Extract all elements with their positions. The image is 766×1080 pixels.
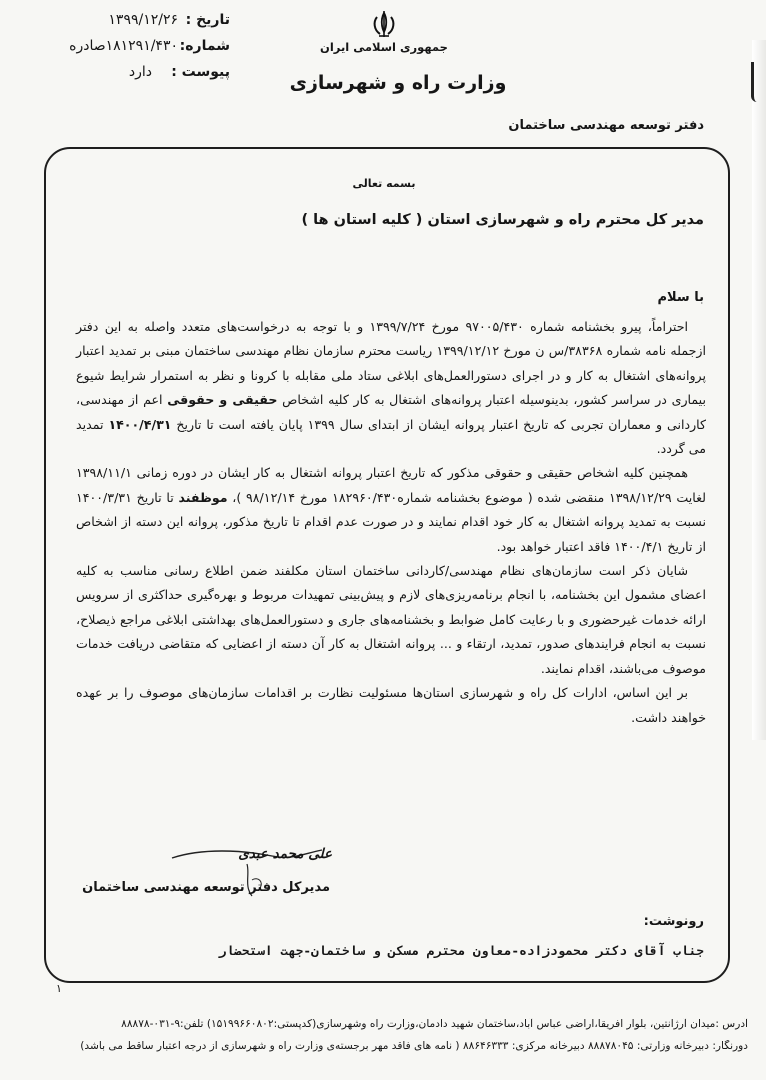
paragraph-2 bbox=[76, 461, 706, 559]
ministry-title: وزارت راه و شهرسازی bbox=[289, 72, 507, 94]
basmala: بسمه تعالی bbox=[352, 177, 416, 190]
paragraph-1-bold-a: حقیقی و حقوقی bbox=[167, 392, 278, 408]
date-label: تاریخ : bbox=[185, 12, 230, 28]
paragraph-1-bold-date: ۱۴۰۰/۴/۳۱ bbox=[108, 416, 172, 432]
iran-emblem-icon bbox=[370, 10, 398, 40]
page-edge bbox=[752, 40, 766, 740]
paragraph-1-e: تمدید می گردد. bbox=[76, 416, 706, 457]
date-row bbox=[30, 12, 230, 38]
government-title: جمهوری اسلامی ایران bbox=[320, 40, 448, 54]
page-edge-mark bbox=[751, 62, 764, 102]
office-title: دفتر توسعه مهندسی ساختمان bbox=[508, 118, 704, 133]
signature-block bbox=[152, 840, 332, 884]
paragraph-2-a: همچنین کلیه اشخاص حقیقی و حقوقی مذکور که تاریخ اعتبار پروانه اشتغال به کار ایشان در دوره زمانی ۱۳۹۸/۱۱/۱ لغایت ۱۳۹۸/۱۲/۲۹ منقضی شده ( موضوع بخشنامه شماره۱۸۲۹۶۰/۴۳۰ مورخ ۹۸/۱۲/۱۴ )، bbox=[76, 465, 706, 505]
attachment-label: پیوست : bbox=[171, 64, 230, 80]
paragraph-2-c: تا تاریخ ۱۴۰۰/۳/۳۱ نسبت به تمدید پروانه اشتغال به کار خود اقدام نمایند و در صورت عدم اقدام تا تاریخ مذکور، پروانه این دسته از اشخاص از تاریخ ۱۴۰۰/۴/۱ فاقد اعتبار خواهد بود. bbox=[76, 489, 706, 554]
number-row bbox=[30, 38, 230, 64]
paragraph-1-c: اعم از مهندسی، کاردانی و معماران تجربی که تاریخ اعتبار پروانه ایشان از ابتدای سال ۱۳۹۹ پایان یافته است تا تاریخ bbox=[76, 392, 706, 432]
paragraph-4: بر این اساس، ادارات کل راه و شهرسازی استان‌ها مسئولیت نظارت بر اقدامات سازمان‌های موصوف را بر عهده خواهند داشت. bbox=[76, 685, 706, 725]
attachment-value: دارد bbox=[128, 64, 152, 80]
greeting: با سلام bbox=[657, 290, 704, 305]
paragraph-2-bold: موظفند bbox=[178, 489, 228, 505]
signer-name: علی محمد عبدی bbox=[238, 846, 332, 862]
signer-title: مدیرکل دفتر توسعه مهندسی ساختمان bbox=[82, 880, 330, 895]
letter-meta bbox=[30, 12, 230, 90]
paragraph-1-a: احتراماً، پیرو بخشنامه شماره ۹۷۰۰۵/۴۳۰ مورخ ۱۳۹۹/۷/۲۴ و با توجه به درخواست‌های متعدد واصله به این دفتر ازجمله نامه شماره ۳۸۳۶۸/س ن مورخ ۱۳۹۹/۱۲/۱۲ ریاست محترم سازمان نظام مهندسی ساختمان مبنی بر تمدید اعتبار پروانه‌های اشتغال به کار و در اجرای دستورالعمل‌های ابلاغی ستاد ملی مقابله با کرونا و نظر به استمرار شرایط شیوع بیماری در سراسر کشور، بدینوسیله اعتبار پروانه‌های اشتغال به کار کلیه اشخاص bbox=[76, 319, 706, 408]
cc-recipient: جناب آقای دکتر محمودزاده-معاون محترم مسکن و ساختمان-جهت استحضار bbox=[218, 944, 704, 959]
date-value: ۱۳۹۹/۱۲/۲۶ bbox=[108, 12, 178, 28]
addressee: مدیر کل محترم راه و شهرسازی استان ( کلیه استان ها ) bbox=[301, 212, 704, 228]
number-label: شماره: bbox=[179, 38, 230, 54]
cc-label: رونوشت: bbox=[643, 914, 704, 929]
number-value: ۱۸۱۲۹۱/۴۳۰صادره bbox=[69, 38, 178, 54]
page-number: ۱ bbox=[56, 982, 62, 995]
paragraph-3: شایان ذکر است سازمان‌های نظام مهندسی/کاردانی ساختمان استان مکلفند ضمن اطلاع رسانی مناسب به کلیه اعضای مشمول این بخشنامه، با انجام برنامه‌ریزی‌های لازم و پیش‌بینی تمهیدات مربوط و بهره‌گیری حداکثری از سرویس ارائه خدمات غیرحضوری و با رعایت کامل ضوابط و بخشنامه‌های جاری و دستورالعمل‌های بهداشتی ابلاغی مراجع ذیصلاح، نسبت به انجام فرایندهای صدور، تمدید، ارتقاء و ... پروانه اشتغال به کار آن دسته از اعضایی که متقاضی دریافت خدمات موصوف می‌باشند، اقدام نمایند. bbox=[76, 563, 706, 676]
footer-fax: دورنگار: دبیرخانه وزارتی: ۸۸۸۷۸۰۴۵ دبیرخانه مرکزی: ۸۸۶۴۶۳۳۳ ( نامه های فاقد مهر برجسته‌ی وزارت راه و شهرسازی از درجه اعتبار ساقط می باشد) bbox=[80, 1040, 748, 1052]
letter-body bbox=[76, 315, 706, 730]
paragraph-1 bbox=[76, 315, 706, 461]
attachment-row bbox=[30, 64, 230, 90]
footer-address: آدرس :میدان آرژانتین، بلوار افریقا،اراضی عباس آباد،ساختمان شهید دادمان،وزارت راه وشهرسازی(کدپستی:۱۵۱۹۹۶۶۰۸۰۲) تلفن:۹-۰۳۱-۸۸۸۷۸ bbox=[121, 1018, 748, 1030]
